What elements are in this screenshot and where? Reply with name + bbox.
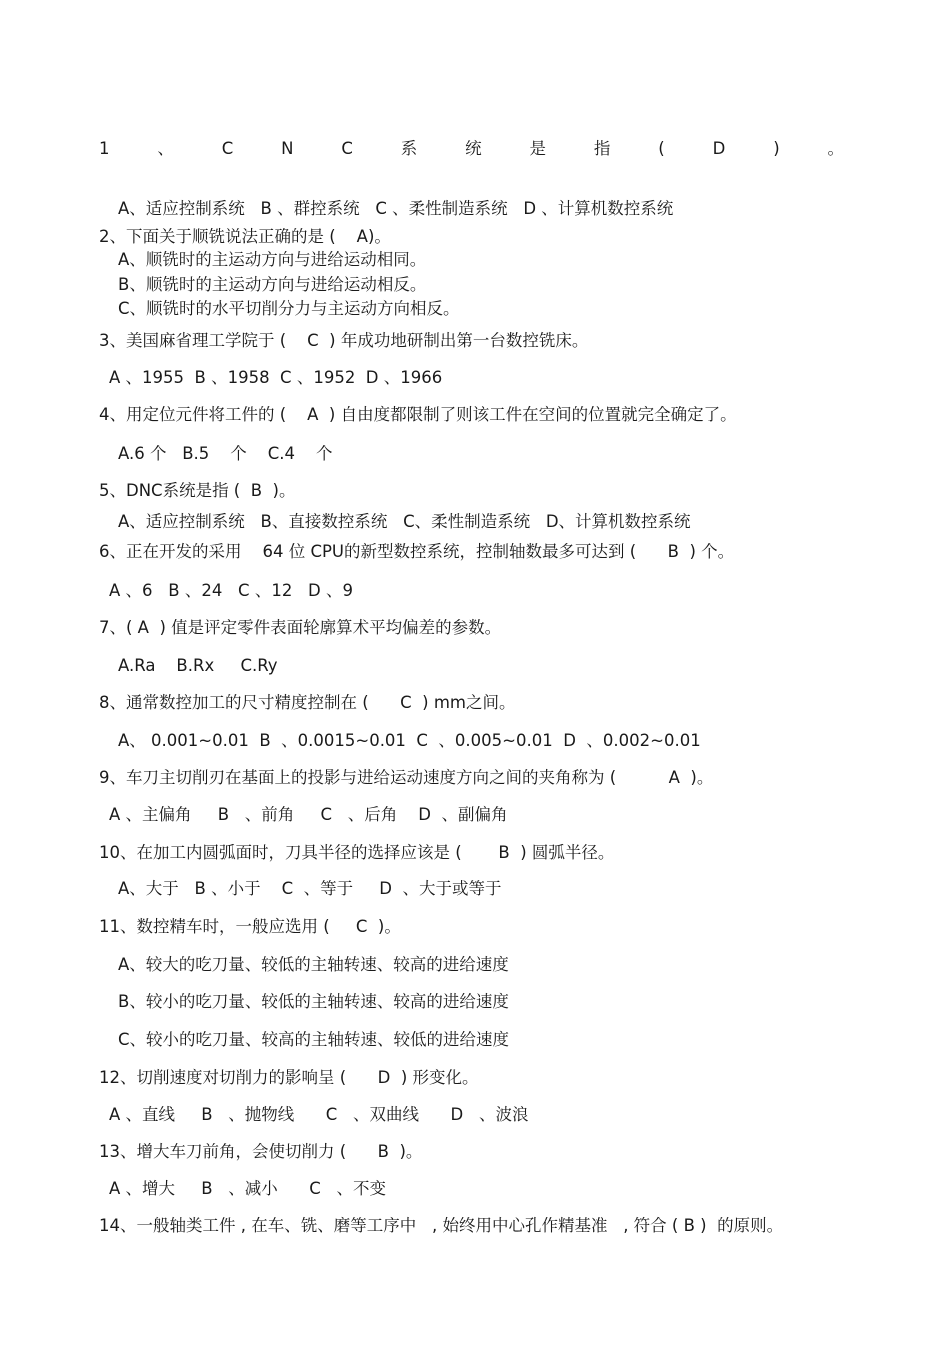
question-options: A 、6 B 、24 C 、12 D 、9 <box>109 581 354 600</box>
question-options: A.Ra B.Rx C.Ry <box>118 656 278 675</box>
question-stem: 6、正在开发的采用 64 位 CPU的新型数控系统，控制轴数最多可达到 ( B ) 个。 <box>99 542 735 561</box>
question-options: A 、增大 B 、减小 C 、不变 <box>109 1179 387 1198</box>
question-options: A.6 个 B.5 个 C.4 个 <box>118 444 333 463</box>
question-1-char: C <box>341 139 353 158</box>
question-stem: 7、( A ) 值是评定零件表面轮廓算术平均偏差的参数。 <box>99 618 502 637</box>
question-options: B、较小的吃刀量、较低的主轴转速、较高的进给速度 <box>118 992 509 1011</box>
question-stem: 8、通常数控加工的尺寸精度控制在 ( C ) mm之间。 <box>99 693 516 712</box>
question-1-char: ( <box>658 139 665 158</box>
question-stem: 10、在加工内圆弧面时，刀具半径的选择应该是 ( B ) 圆弧半径。 <box>99 843 615 862</box>
question-1-char: 是 <box>529 139 547 158</box>
question-stem: 3、美国麻省理工学院于 ( C ) 年成功地研制出第一台数控铣床。 <box>99 331 589 350</box>
question-options: A、顺铣时的主运动方向与进给运动相同。 <box>118 250 427 269</box>
question-options: A 、直线 B 、抛物线 C 、双曲线 D 、波浪 <box>109 1105 529 1124</box>
question-options: A、适应控制系统 B、直接数控系统 C、柔性制造系统 D、计算机数控系统 <box>118 512 691 531</box>
question-options: A 、主偏角 B 、前角 C 、后角 D 、副偏角 <box>109 805 508 824</box>
question-1-char: 指 <box>593 139 611 158</box>
question-1-char: 系 <box>400 139 418 158</box>
question-1-stem <box>99 138 844 160</box>
question-1-char: N <box>281 139 294 158</box>
question-1-char: C <box>221 139 234 158</box>
question-stem: 14、一般轴类工件 , 在车、铣、磨等工序中 , 始终用中心孔作精基准 , 符合 ( B ) 的原则。 <box>99 1216 784 1235</box>
question-stem: 11、数控精车时，一般应选用 ( C )。 <box>99 917 401 936</box>
question-1-char: 统 <box>465 139 482 158</box>
question-options: A、较大的吃刀量、较低的主轴转速、较高的进给速度 <box>118 955 509 974</box>
question-options: A 、1955 B 、1958 C 、1952 D 、1966 <box>109 368 443 387</box>
question-stem: 5、DNC系统是指 ( B )。 <box>99 481 296 500</box>
question-options: B、顺铣时的主运动方向与进给运动相反。 <box>118 275 427 294</box>
question-stem: 13、增大车刀前角，会使切削力 ( B )。 <box>99 1142 423 1161</box>
question-stem: 4、用定位元件将工件的 ( A ) 自由度都限制了则该工件在空间的位置就完全确定了。 <box>99 405 737 424</box>
question-stem: 2、下面关于顺铣说法正确的是 ( A)。 <box>99 227 391 246</box>
question-options: C、较小的吃刀量、较高的主轴转速、较低的进给速度 <box>118 1030 510 1049</box>
question-1-char: D <box>712 139 726 158</box>
question-1-char: 1 <box>99 139 110 158</box>
question-options: A、 0.001~0.01 B 、0.0015~0.01 C 、0.005~0.01 D 、0.002~0.01 <box>118 731 701 750</box>
question-stem: 9、车刀主切削刃在基面上的投影与进给运动速度方向之间的夹角称为 ( A )。 <box>99 768 714 787</box>
question-1-options: A、适应控制系统 B 、群控系统 C 、柔性制造系统 D 、计算机数控系统 <box>118 199 674 218</box>
question-1-char: 。 <box>827 139 844 158</box>
question-1-char: ) <box>773 139 780 158</box>
question-1-char: 、 <box>157 139 174 158</box>
question-options: C、顺铣时的水平切削分力与主运动方向相反。 <box>118 299 460 318</box>
question-stem: 12、切削速度对切削力的影响呈 ( D ) 形变化。 <box>99 1068 479 1087</box>
question-options: A、大于 B 、小于 C 、等于 D 、大于或等于 <box>118 879 502 898</box>
